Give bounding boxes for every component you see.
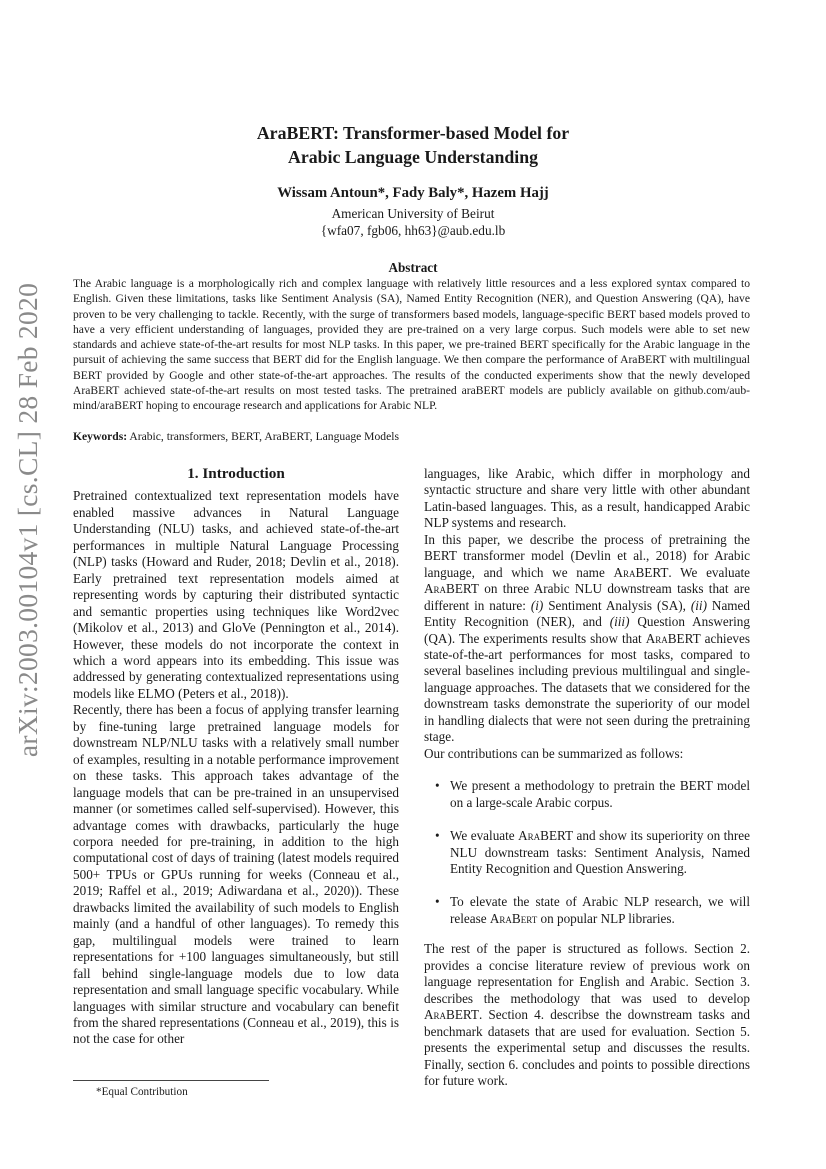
intro-paragraph-5: Our contributions can be summarized as follows: bbox=[424, 745, 684, 761]
intro-paragraph-4: In this paper, we describe the process of pretraining the BERT transformer model (Devlin et al., 2018) for Arabic language, and which we name AraBERT. We evaluate AraBERT on three Arabic NLU downstream tasks that are different in nature: (i) Sentiment Analysis (SA), (ii) Named Entity Recognition (NER), and (iii) Question Answering (QA). The experiments results show that AraBERT achieves state-of-the-art performances for most tasks, compared to several baselines including previous multilingual and single-language approaches. The datasets that we considered for the downstream tasks demonstrate the superiority of our model in handling dialects that were not seen during the pretraining stage. bbox=[424, 531, 751, 745]
author-list: Wissam Antoun*, Fady Baly*, Hazem Hajj bbox=[277, 185, 549, 201]
affiliation: American University of Beirut bbox=[331, 206, 495, 221]
model-name: AraBERT bbox=[518, 828, 574, 844]
intro-paragraph-1: Pretrained contextualized text representation models have enabled massive advances in Natural Language Understanding (NLU) tasks, and achieved state-of-the-art performances in multiple Natural Language Processing (NLP) tasks (Howard and Ruder, 2018; Devlin et al., 2018). Early pretrained text representation models aimed at representing words by capturing their distributed syntactic and semantic properties using techniques like Word2vec (Mikolov et al., 2013) and GloVe (Pennington et al., 2014). However, these models do not incorporate the context in which a word appears into its embedding. This issue was addressed by generating contextualized representations using models like ELMO (Peters et al., 2018)). bbox=[73, 488, 399, 701]
intro-paragraph-3: languages, like Arabic, which differ in morphology and syntactic structure and share very little with other abundant Latin-based languages. This, as a result, handicapped Arabic NLP systems and research. bbox=[424, 466, 750, 531]
contribution-item: • We present a methodology to pretrain the BERT model on a large-scale Arabic corpus. bbox=[424, 778, 750, 811]
author-emails: {wfa07, fgb06, hh63}@aub.edu.lb bbox=[320, 223, 506, 238]
contribution-item: • We evaluate AraBERT and show its superiority on three NLU downstream tasks: Sentiment Analysis, Named Entity Recognition and Question Answering. bbox=[424, 828, 750, 877]
contribution-item: • To elevate the state of Arabic NLP research, we will release AraBert on popular NLP libraries. bbox=[424, 894, 750, 927]
keywords-text: Arabic, transformers, BERT, AraBERT, Language Models bbox=[127, 430, 399, 443]
left-column bbox=[73, 466, 399, 1048]
footnote: *Equal Contribution bbox=[96, 1086, 188, 1098]
intro-paragraph-6: The rest of the paper is structured as follows. Section 2. provides a concise literature review of previous work on language representation for English and Arabic. Section 3. describes the methodology that was used to develop AraBERT. Section 4. describse the downstream tasks and benchmark datasets that are used for evaluation. Section 5. presents the experimental setup and discusses the results. Finally, section 6. concludes and points to possible directions for future work. bbox=[424, 941, 750, 1088]
model-name: AraBERT bbox=[424, 581, 479, 597]
model-name: AraBert bbox=[489, 910, 538, 926]
paper-title bbox=[0, 121, 826, 169]
section-heading-introduction: 1. Introduction bbox=[187, 465, 285, 482]
keywords bbox=[73, 430, 750, 443]
abstract-heading: Abstract bbox=[388, 260, 438, 275]
model-name: AraBERT bbox=[424, 1007, 479, 1023]
model-name: AraBERT bbox=[613, 564, 669, 580]
affiliation-block bbox=[0, 205, 826, 239]
model-name: AraBERT bbox=[645, 630, 701, 646]
title-line-1: AraBERT: Transformer-based Model for bbox=[256, 123, 570, 143]
intro-paragraph-2: Recently, there has been a focus of applying transfer learning by fine-tuning large pretrained language models for downstream NLP/NLU tasks with a relatively small number of examples, resulting in a notable performance improvement on these tasks. This approach takes advantage of the language models that can be pre-trained in an unsupervised manner (or sometimes called self-supervised). However, this advantage comes with drawbacks, particularly the huge corpora needed for pre-training, in addition to the high computational cost of days of training (latest models required 500+ TPUs or GPUs running for weeks (Conneau et al., 2019; Raffel et al., 2019; Adiwardana et al., 2020)). These drawbacks limited the availability of such models to English mainly (and a handful of other languages). To remedy this gap, multilingual models were trained to learn representations for +100 languages simultaneously, but still fall behind single-language models due to low data representation and small language specific vocabulary. While languages with similar structure and vocabulary can benefit from the shared representations (Conneau et al., 2019), this is not the case for other bbox=[73, 702, 399, 1047]
title-line-2: Arabic Language Understanding bbox=[288, 147, 538, 167]
contributions-list bbox=[424, 778, 750, 927]
footnote-rule bbox=[73, 1080, 269, 1081]
right-column bbox=[424, 466, 750, 1089]
arxiv-identifier bbox=[4, 282, 52, 758]
abstract-text: The Arabic language is a morphologically rich and complex language with relatively little resources and a less explored syntax compared to English. Given these limitations, tasks like Sentiment Analysis (SA), Named Entity Recognition (NER), and Question Answering (QA), have proven to be very challenging to tackle. Recently, with the surge of transformers based models, language-specific BERT based models proved to have a very efficient understanding of languages, provided they are pre-trained on a very large corpus. Such models were able to set new standards and achieve state-of-the-art results for most NLP tasks. In this paper, we pre-trained BERT specifically for the Arabic language in the pursuit of achieving the same success that BERT did for the English language. We then compare the performance of AraBERT with multilingual BERT provided by Google and other state-of-the-art approaches. The results of the conducted experiments show that the newly developed AraBERT achieved state-of-the-art results on most tested tasks. The pretrained araBERT models are publicly available on github.com/aub-mind/araBERT hoping to encourage research and applications for Arabic NLP. bbox=[73, 277, 750, 413]
keywords-label: Keywords: bbox=[73, 430, 128, 443]
arxiv-identifier-text: arXiv:2003.00104v1 [cs.CL] 28 Feb 2020 bbox=[12, 282, 43, 758]
